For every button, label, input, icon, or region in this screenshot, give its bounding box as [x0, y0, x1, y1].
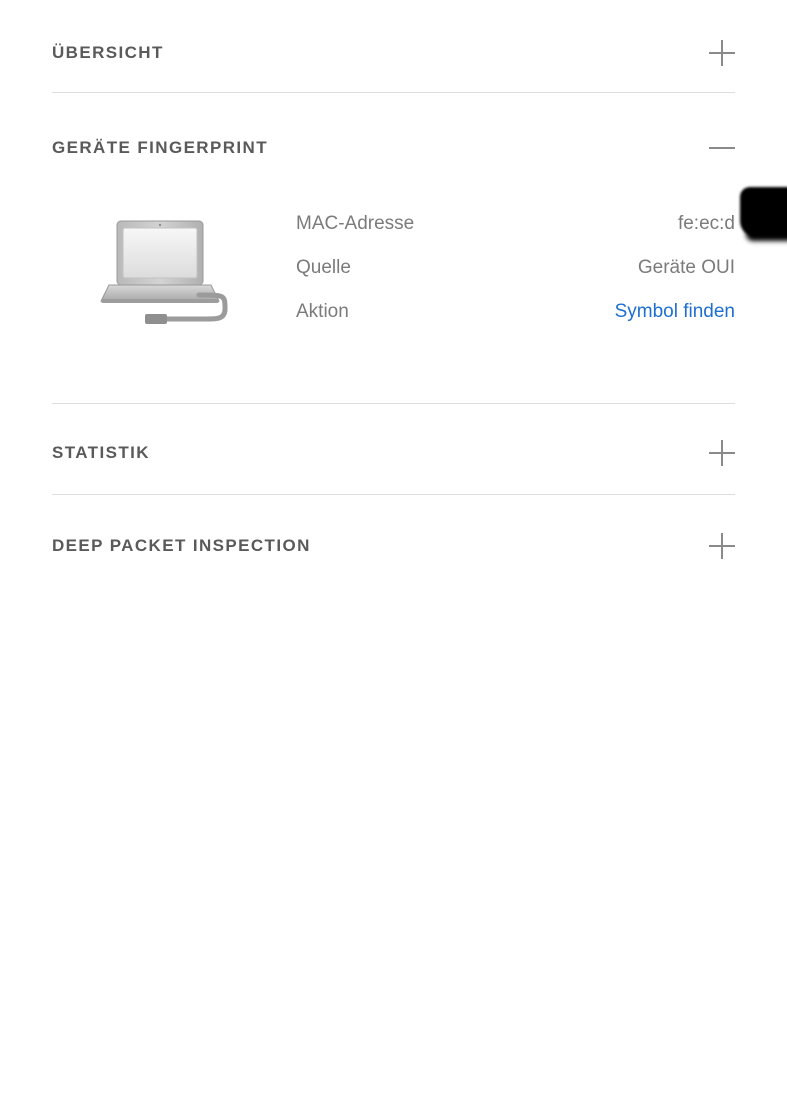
- section-header-deep-packet-inspection[interactable]: [0, 495, 787, 559]
- minus-icon-horizontal-bar: [709, 147, 735, 149]
- mac-address-value: [678, 213, 735, 235]
- section-header-statistik[interactable]: [0, 404, 787, 494]
- plus-icon[interactable]: [709, 533, 735, 559]
- fingerprint-content: [0, 161, 787, 345]
- fingerprint-bottom-spacer: [0, 345, 787, 403]
- action-label: Aktion: [296, 301, 349, 322]
- section-title-deep-packet-inspection: DEEP PACKET INSPECTION: [52, 536, 311, 555]
- plus-icon-vertical-bar: [721, 440, 723, 466]
- section-title-overview: ÜBERSICHT: [52, 43, 164, 62]
- plus-icon[interactable]: [709, 40, 735, 66]
- mac-address-text: fe:ec:d: [677, 213, 735, 234]
- table-row: [296, 301, 735, 345]
- plus-icon-vertical-bar: [721, 533, 723, 559]
- plus-icon-vertical-bar: [721, 40, 723, 66]
- section-title-fingerprint: GERÄTE FINGERPRINT: [52, 138, 268, 157]
- plus-icon[interactable]: [709, 440, 735, 466]
- find-symbol-link[interactable]: Symbol finden: [614, 301, 735, 322]
- source-label: Quelle: [296, 257, 351, 278]
- fingerprint-info-table: [296, 209, 735, 345]
- section-title-statistik: STATISTIK: [52, 443, 150, 462]
- redaction-overlay: [740, 187, 787, 237]
- table-row: [296, 213, 735, 257]
- laptop-icon: [99, 215, 249, 335]
- source-value: Geräte OUI: [637, 257, 735, 278]
- mac-address-text-wrap: [678, 213, 735, 235]
- mac-address-label: MAC-Adresse: [296, 213, 415, 234]
- table-row: [296, 257, 735, 301]
- section-header-fingerprint[interactable]: [0, 93, 787, 161]
- device-illustration: [52, 209, 296, 335]
- minus-icon[interactable]: [709, 135, 735, 161]
- section-header-overview[interactable]: [0, 0, 787, 92]
